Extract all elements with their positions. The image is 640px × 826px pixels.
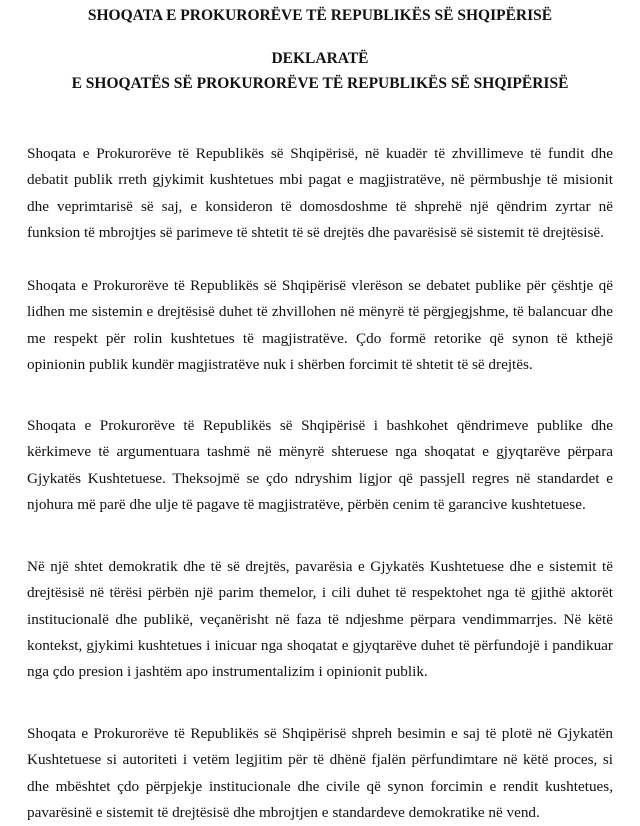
declaration-title: DEKLARATË xyxy=(271,50,369,67)
declaration-subtitle: E SHOQATËS SË PROKURORËVE TË REPUBLIKËS SË SHQIPËRISË xyxy=(71,75,569,92)
paragraph-2: Shoqata e Prokurorëve të Republikës së Shqipërisë vlerëson se debatet publike për çështje që lidhen me sistemin e drejtësisë duhet të zhvillohen në mënyrë të përgjegjshme, të balancuar dhe me respekt për rolin kushtetues të magjistratëve. Çdo formë retorike që synon të kthejë opinionin publik kundër magjistratëve nuk i shërben forcimit të shtetit të së drejtës. xyxy=(27,277,613,373)
organization-title: SHOQATA E PROKURORËVE TË REPUBLIKËS SË SHQIPËRISË xyxy=(87,7,553,24)
paragraph-3: Shoqata e Prokurorëve të Republikës së Shqipërisë i bashkohet qëndrimeve publike dhe kërkimeve të argumentuara tashmë në mënyrë shteruese nga shoqatat e gjyqtarëve përpara Gjykatës Kushtetuese. Theksojmë se çdo ndryshim ligjor që passjell regres në standardet e njohura më parë dhe ulje të pagave të magjistratëve, përbën cenim të garancive kushtetuese. xyxy=(27,417,613,513)
paragraph-5: Shoqata e Prokurorëve të Republikës së Shqipërisë shpreh besimin e saj të plotë në Gjykatën Kushtetuese si autoriteti i vetëm legjitim për të dhënë fjalën përfundimtare në këtë proces, si dhe mbështet çdo përpjekje institucionale dhe civile që synon forcimin e rendit kushtetues, pavarësinë e sistemit të drejtësisë dhe mbrojtjen e standardeve demokratike në vend. xyxy=(27,725,613,821)
paragraph-1: Shoqata e Prokurorëve të Republikës së Shqipërisë, në kuadër të zhvillimeve të fundit dhe debatit publik rreth gjykimit kushtetues mbi pagat e magjistratëve, në përmbushje të misionit dhe veprimtarisë së saj, e konsideron të domosdoshme të shprehë një qëndrim zyrtar në funksion të mbrojtjes së parimeve të shtetit të së drejtës dhe pavarësisë së sistemit të drejtësisë. xyxy=(27,145,613,241)
paragraph-4: Në një shtet demokratik dhe të së drejtës, pavarësia e Gjykatës Kushtetuese dhe e sistemit të drejtësisë në tërësi përbën një parim themelor, i cili duhet të respektohet nga të gjithë aktorët institucionalë dhe publikë, veçanërisht në faza të ndjeshme përpara vendimmarrjes. Në këtë kontekst, gjykimi kushtetues i inicuar nga shoqatat e gjyqtarëve duhet të përfundojë i pandikuar nga çdo presion i jashtëm apo instrumentalizim i opinionit publik. xyxy=(27,558,613,680)
